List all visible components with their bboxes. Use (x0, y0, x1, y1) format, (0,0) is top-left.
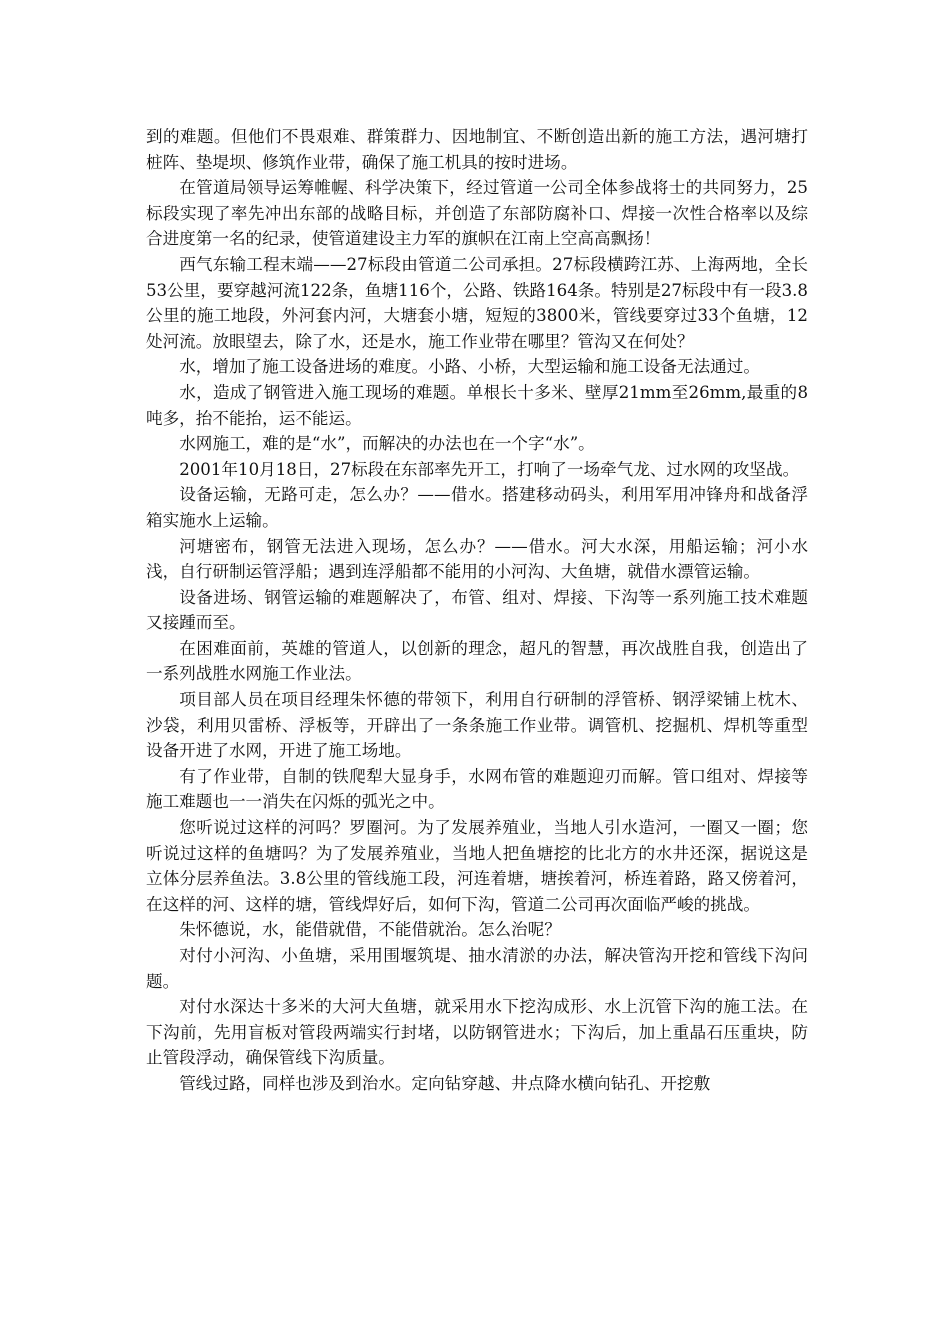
paragraph-10: 设备进场、钢管运输的难题解决了，布管、组对、焊接、下沟等一系列施工技术难题又接踵而至。 (146, 587, 808, 633)
paragraph-16: 对付小河沟、小鱼塘，采用围堰筑堤、抽水清淤的办法，解决管沟开挖和管线下沟问题。 (146, 946, 808, 991)
document-body (146, 124, 808, 1097)
paragraph-2: 在管道局领导运筹帷幄、科学决策下，经过管道一公司全体参战将士的共同努力，25标段实现了率先冲出东部的战略目标，并创造了东部防腐补口、焊接一次性合格率以及综合进度第一名的纪录，使管道建设主力军的旗帜在江南上空高高飘扬！ (146, 178, 808, 249)
paragraph-14: 您听说过这样的河吗？罗圈河。为了发展养殖业，当地人引水造河，一圈又一圈；您听说过这样的鱼塘吗？为了发展养殖业，当地人把鱼塘挖的比北方的水井还深，据说这是立体分层养鱼法。3.8公里的管线施工段，河连着塘，塘挨着河，桥连着路，路又傍着河，在这样的河、这样的塘，管线焊好后，如何下沟，管道二公司再次面临严峻的挑战。 (146, 818, 808, 914)
paragraph-7: 2001年10月18日，27标段在东部率先开工，打响了一场牵气龙、过水网的攻坚战。 (179, 459, 800, 479)
paragraph-1: 到的难题。但他们不畏艰难、群策群力、因地制宜、不断创造出新的施工方法，遇河塘打桩阵、垫堤坝、修筑作业带，确保了施工机具的按时进场。 (146, 127, 808, 172)
paragraph-13: 有了作业带，自制的铁爬犁大显身手，水网布管的难题迎刃而解。管口组对、焊接等施工难题也一一消失在闪烁的弧光之中。 (146, 766, 808, 812)
paragraph-6: 水网施工，难的是“水”，而解决的办法也在一个字“水”。 (179, 434, 595, 454)
paragraph-17: 对付水深达十多米的大河大鱼塘，就采用水下挖沟成形、水上沉管下沟的施工法。在下沟前，先用盲板对管段两端实行封堵，以防钢管进水；下沟后，加上重晶石压重块，防止管段浮动，确保管线下沟质量。 (146, 997, 808, 1068)
paragraph-11: 在困难面前，英雄的管道人，以创新的理念，超凡的智慧，再次战胜自我，创造出了一系列战胜水网施工作业法。 (146, 638, 808, 684)
paragraph-15: 朱怀德说，水，能借就借，不能借就治。怎么治呢？ (179, 920, 561, 940)
paragraph-3: 西气东输工程末端——27标段由管道二公司承担。27标段横跨江苏、上海两地，全长53公里，要穿越河流122条，鱼塘116个，公路、铁路164条。特别是27标段中有一段3.8公里的施工地段，外河套内河，大塘套小塘，短短的3800米，管线要穿过33个鱼塘，12处河流。放眼望去，除了水，还是水，施工作业带在哪里？管沟又在何处？ (146, 254, 808, 351)
paragraph-18: 管线过路，同样也涉及到治水。定向钻穿越、井点降水横向钻孔、开挖敷 (179, 1073, 711, 1093)
paragraph-8: 设备运输，无路可走，怎么办？——借水。搭建移动码头，利用军用冲锋舟和战备浮箱实施水上运输。 (146, 485, 808, 530)
paragraph-4: 水，增加了施工设备进场的难度。小路、小桥，大型运输和施工设备无法通过。 (179, 357, 760, 377)
paragraph-9: 河塘密布，钢管无法进入现场，怎么办？——借水。河大水深，用船运输；河小水浅，自行研制运管浮船；遇到连浮船都不能用的小河沟、大鱼塘，就借水漂管运输。 (146, 536, 808, 582)
paragraph-12: 项目部人员在项目经理朱怀德的带领下，利用自行研制的浮管桥、钢浮梁铺上枕木、沙袋，利用贝雷桥、浮板等，开辟出了一条条施工作业带。调管机、挖掘机、焊机等重型设备开进了水网，开进了施工场地。 (146, 690, 808, 761)
paragraph-5: 水，造成了钢管进入施工现场的难题。单根长十多米、壁厚21mm至26mm,最重的8吨多，抬不能抬，运不能运。 (146, 382, 808, 428)
